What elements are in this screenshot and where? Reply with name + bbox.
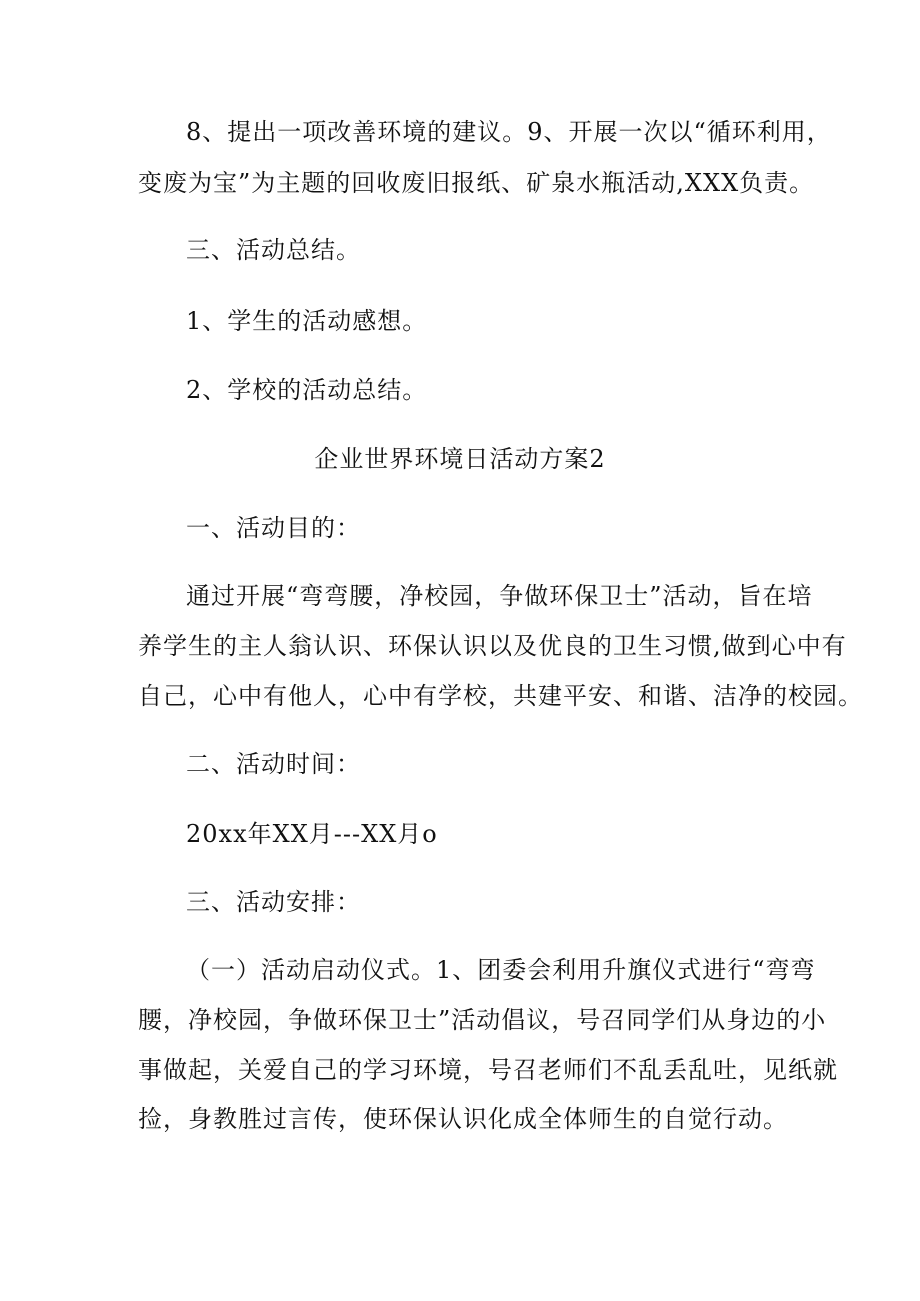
paragraph-line: 通过开展“弯弯腰，净校园，争做环保卫士”活动，旨在培 <box>186 582 813 610</box>
paragraph-line: 腰，净校园，争做环保卫士”活动倡议，号召同学们从身边的小 <box>138 1006 827 1034</box>
list-item: 1、学生的活动感想。 <box>186 307 428 335</box>
paragraph-line: 8、提出一项改善环境的建议。9、开展一次以“循环利用， <box>186 118 832 146</box>
date-line: 20xx年XX月---XX月o <box>186 820 438 848</box>
section-heading: 三、活动总结。 <box>186 236 361 264</box>
paragraph-line: 捡，身教胜过言传，使环保认识化成全体师生的自觉行动。 <box>138 1105 788 1133</box>
section-heading: 二、活动时间： <box>186 750 361 778</box>
list-item: 2、学校的活动总结。 <box>186 376 428 404</box>
section-heading: 三、活动安排： <box>186 888 361 916</box>
paragraph-line: 事做起，关爱自己的学习环境，号召老师们不乱丢乱吐，见纸就 <box>138 1056 838 1084</box>
document-title: 企业世界环境日活动方案2 <box>314 445 606 473</box>
section-heading: 一、活动目的： <box>186 514 361 542</box>
paragraph-line: 自己，心中有他人，心中有学校，共建平安、和谐、洁净的校园。 <box>138 682 863 710</box>
paragraph-line: （一）活动启动仪式。1、团委会利用升旗仪式进行“弯弯 <box>186 956 816 984</box>
paragraph-line: 养学生的主人翁认识、环保认识以及优良的卫生习惯,做到心中有 <box>138 632 847 660</box>
paragraph-line: 变废为宝”为主题的回收废旧报纸、矿泉水瓶活动,XXX负责。 <box>138 169 815 197</box>
